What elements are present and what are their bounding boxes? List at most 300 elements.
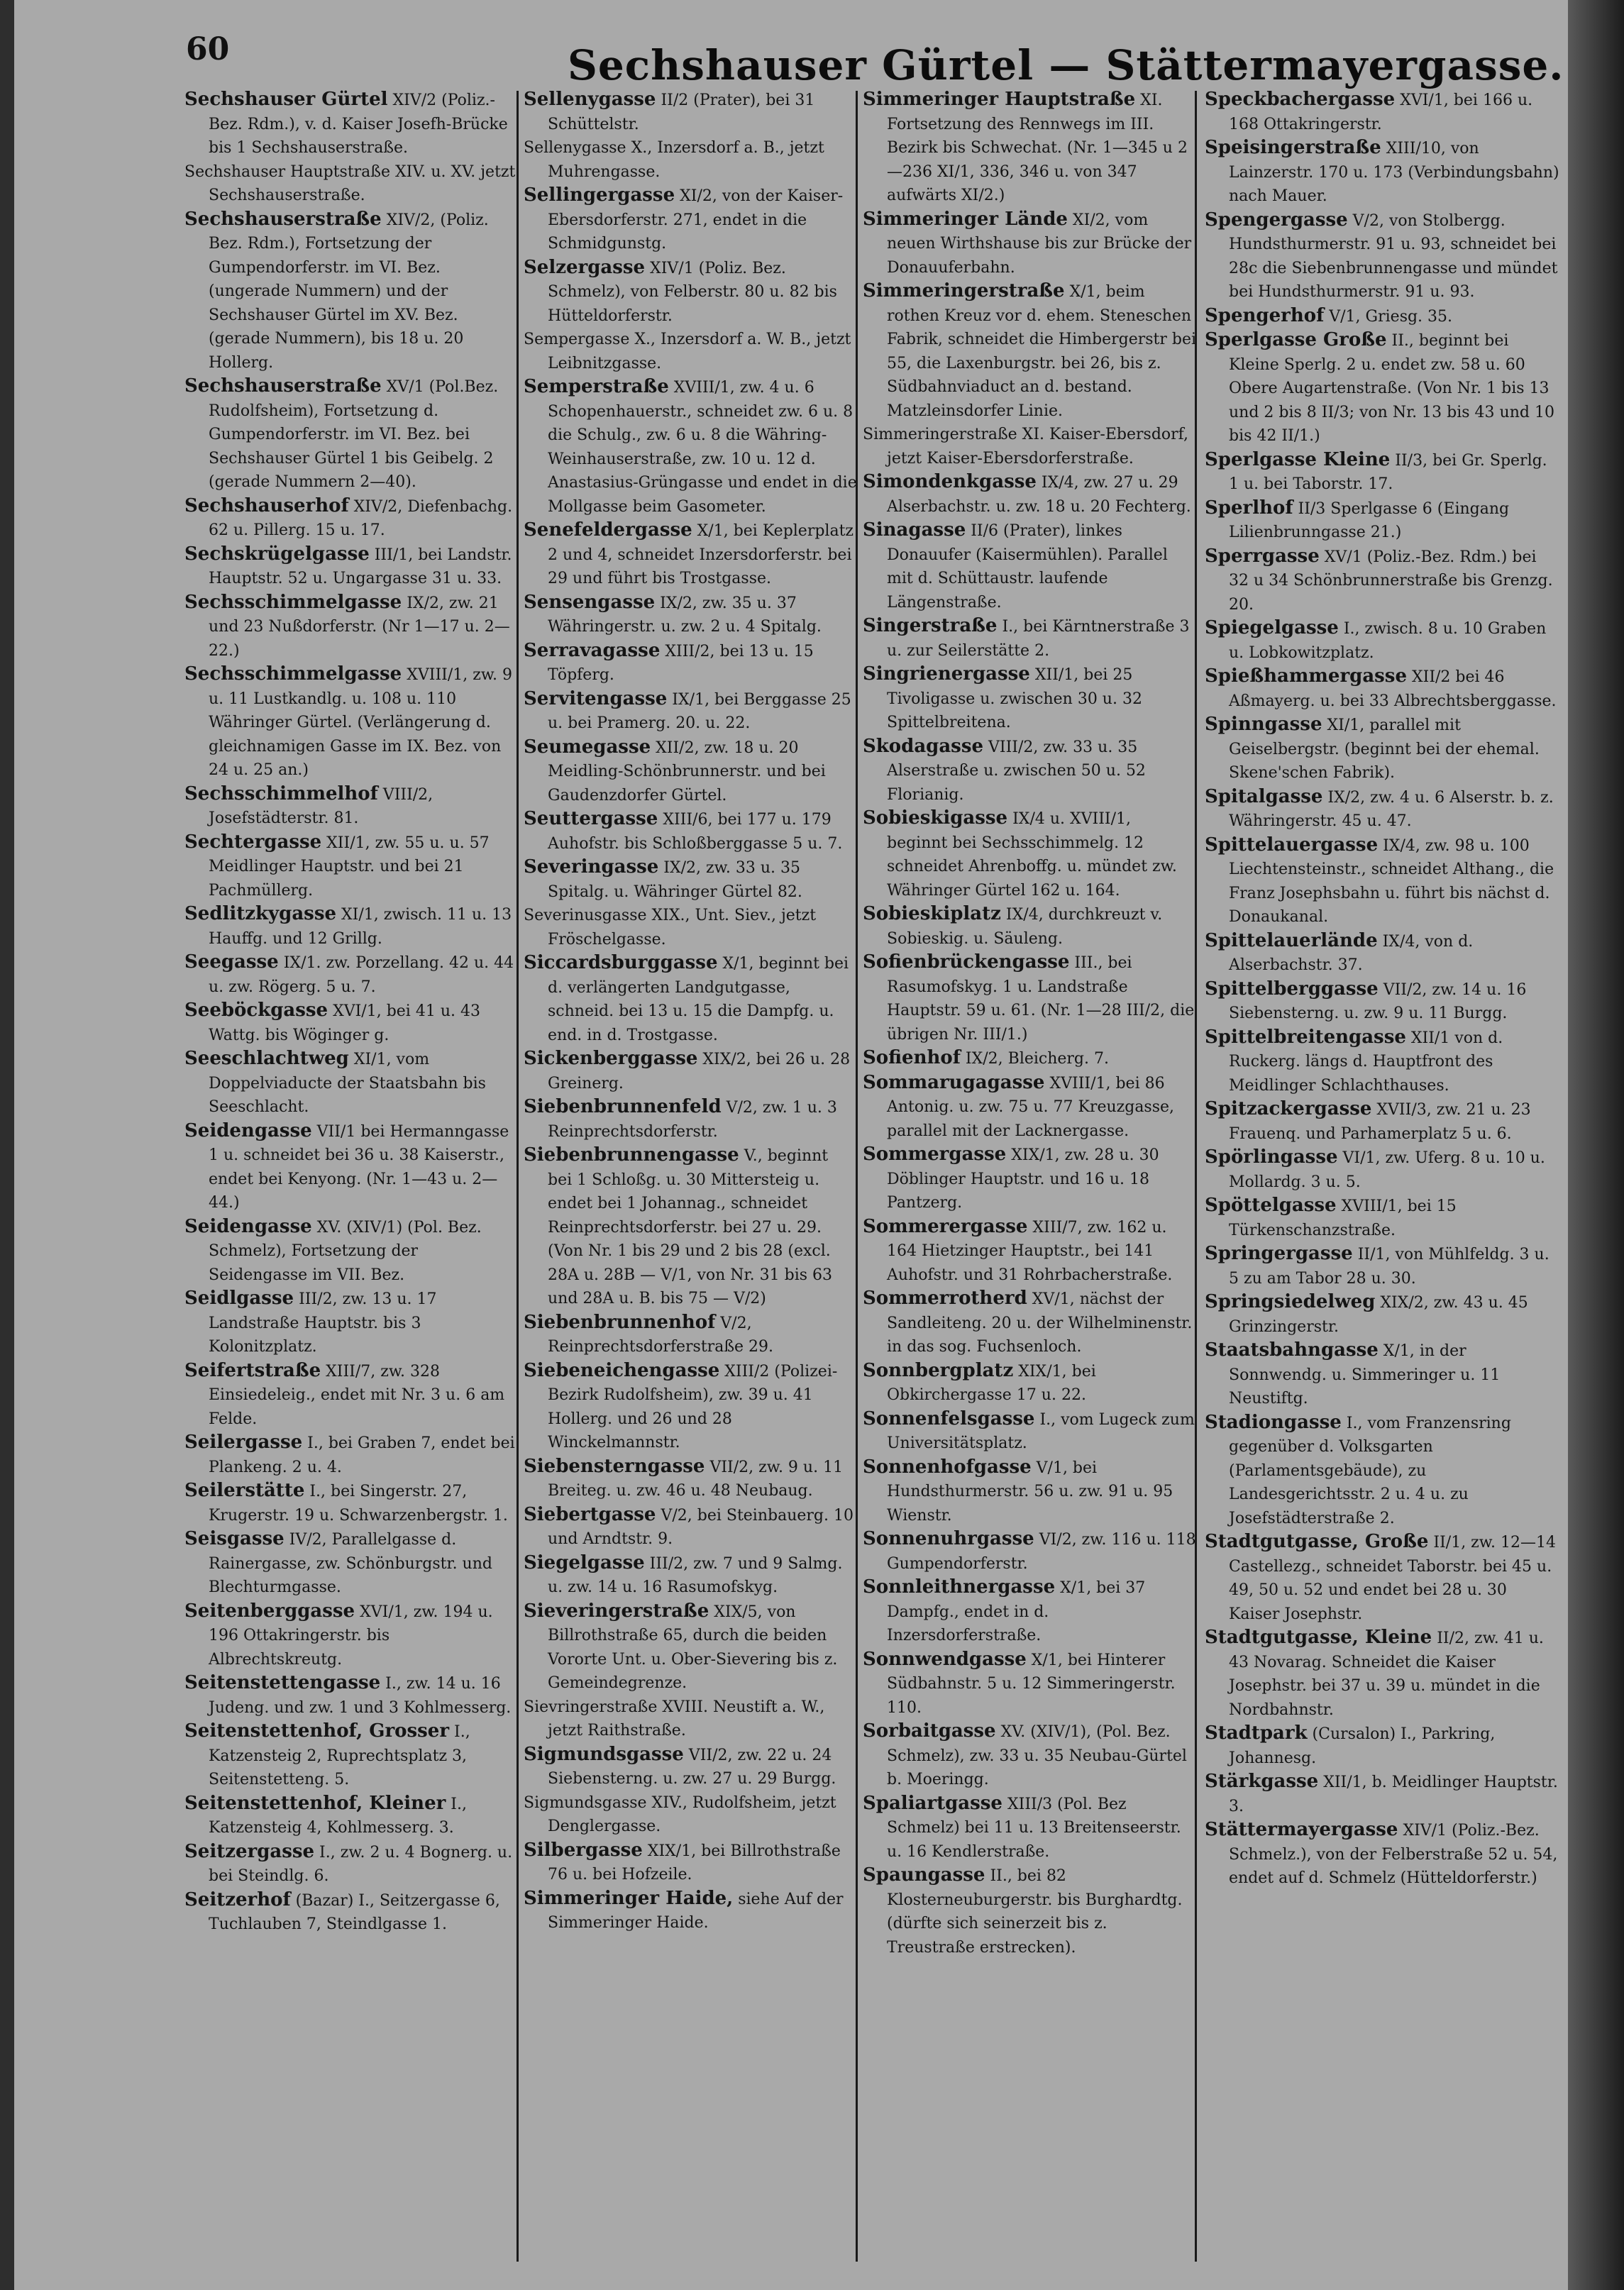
street-description: II/1, zw. 12—14 Castellezg., schneidet Taborstr. bei 45 u. 49, 50 u. 52 und endet bei 28 u. 30 Kaiser Josephstr.: [1229, 1534, 1556, 1623]
street-entry: [1205, 1097, 1559, 1146]
street-name: Sensengasse: [524, 591, 656, 613]
street-name: Seeböckgasse: [184, 1000, 328, 1021]
street-name: Serravagasse: [524, 639, 661, 661]
street-name: Sieveringerstraße: [524, 1600, 709, 1622]
street-description: XIX/2, bei 26 u. 28 Greinerg.: [548, 1051, 851, 1093]
street-name: Seilergasse: [184, 1432, 303, 1453]
street-entry: [184, 663, 518, 782]
street-description: II., beginnt bei Kleine Sperlg. 2 u. endet zw. 58 u. 60 Obere Augartenstraße. (Von Nr. 1 bis 13 und 2 bis 8 II/3; von Nr. 13 bis 43 und 10 bis 42 II/1.): [1229, 332, 1554, 445]
street-entry: [1205, 665, 1559, 713]
street-entry: [1205, 448, 1559, 497]
street-name: Sickenberggasse: [524, 1048, 698, 1069]
street-description: IX/4, zw. 98 u. 100 Liechtensteinstr., schneidet Althang., die Franz Josephsbahn u. führt bis nächst d. Donaukanal.: [1229, 836, 1554, 926]
street-entry: [524, 375, 857, 519]
street-description: XIV/2, Diefenbachg. 62 u. Pillerg. 15 u. 17.: [209, 497, 513, 539]
street-description: XVIII/1, bei 15 Türkenschanzstraße.: [1229, 1197, 1457, 1239]
street-description: IX/1, bei Berggasse 25 u. bei Pramerg. 20. u. 22.: [548, 690, 851, 732]
street-entry: [184, 951, 518, 999]
street-entry: [524, 1455, 857, 1503]
street-name: Siebenbrunnengasse: [524, 1144, 739, 1166]
street-name: Spengerhof: [1205, 304, 1325, 326]
street-description: IV/2, Parallelgasse d. Rainergasse, zw. Schönburgstr. und Blechturmgasse.: [209, 1531, 492, 1596]
street-name: Seeschlachtweg: [184, 1048, 349, 1069]
street-description: XI. Fortsetzung des Rennwegs im III. Bezirk bis Schwechat. (Nr. 1—345 u 2—236 XI/1, 336, 346 u. von 347 aufwärts XI/2.): [887, 92, 1188, 204]
street-entry: [863, 1864, 1196, 1959]
street-name: Sechtergasse: [184, 831, 322, 853]
street-name: Spießhammergasse: [1205, 665, 1407, 687]
street-entry: [184, 494, 518, 543]
street-description: II/3, bei Gr. Sperlg. 1 u. bei Taborstr. 17.: [1229, 451, 1547, 493]
street-entry: [524, 328, 857, 375]
street-entry: [1205, 1626, 1559, 1722]
street-entry: [524, 1887, 857, 1935]
street-entry: [524, 1551, 857, 1600]
street-description: XI/2, vom neuen Wirthshause bis zur Brücke der Donauuferbahn.: [887, 211, 1192, 277]
street-description: XVI/1, zw. 194 u. 196 Ottakringerstr. bis Albrechtskreutg.: [209, 1603, 493, 1669]
street-description: X/1, in der Sonnwendg. u. Simmeringer u. 11 Neustiftg.: [1229, 1342, 1501, 1407]
street-entry: [1205, 1290, 1559, 1339]
street-description: X/1, bei Keplerplatz 2 und 4, schneidet Inzersdorferstr. bei 29 und führt bis Trostgasse.: [548, 522, 854, 587]
street-description: XVIII/1, zw. 9 u. 11 Lustkandlg. u. 108 u. 110 Währinger Gürtel. (Verlängerung d. gleichnamigen Gasse im IX. Bez. von 24 u. 25 an.): [209, 666, 513, 779]
street-entry: [184, 160, 518, 208]
street-description: IX/4, zw. 27 u. 29 Alserbachstr. u. zw. 18 u. 20 Fechterg.: [887, 474, 1191, 516]
column-2: [524, 88, 857, 2266]
street-description: VII/1 bei Hermanngasse 1 u. schneidet bei 36 u. 38 Kaiserstr., endet bei Kenyong. (Nr. 1—43 u. 2—44.): [209, 1122, 509, 1212]
street-entry: [524, 904, 857, 951]
street-name: Sommerrotherd: [863, 1288, 1027, 1309]
street-description: VII/2, zw. 14 u. 16 Siebensterng. u. zw. 9 u. 11 Burgg.: [1229, 980, 1527, 1022]
street-description: XVII/3, zw. 21 u. 23 Frauenq. und Parhamerplatz 5 u. 6.: [1229, 1101, 1531, 1143]
street-entry: [184, 1527, 518, 1600]
page-title: Sechshauser Gürtel — Stättermayergasse.: [568, 41, 1564, 89]
street-entry: [863, 1143, 1196, 1215]
street-entry: [1205, 616, 1559, 665]
street-description: I., vom Lugeck zum Universitätsplatz.: [887, 1410, 1195, 1452]
street-entry: [184, 1888, 518, 1937]
street-name: Springergasse: [1205, 1243, 1353, 1264]
street-description: IX/2, zw. 35 u. 37 Währingerstr. u. zw. 2 u. 4 Spitalg.: [548, 594, 822, 636]
street-name: Sechsschimmelhof: [184, 782, 378, 804]
street-entry: [184, 1671, 518, 1720]
street-entry: [524, 1311, 857, 1359]
street-name: Stadtgutgasse, Große: [1205, 1531, 1429, 1552]
street-description: (Cursalon) I., Parkring, Johannesg.: [1229, 1725, 1496, 1767]
street-entry: [184, 1600, 518, 1672]
street-description: II/2 (Prater), bei 31 Schüttelstr.: [548, 92, 815, 133]
street-entry: [1205, 1722, 1559, 1770]
street-entry: [184, 1479, 518, 1527]
street-entry: [1205, 1411, 1559, 1531]
street-name: Sonnenhofgasse: [863, 1456, 1032, 1478]
street-name: Singerstraße: [863, 615, 998, 636]
street-entry: [184, 831, 518, 903]
street-description: XVIII/1, zw. 4 u. 6 Schopenhauerstr., schneidet zw. 6 u. 8 die Schulg., zw. 6 u. 8 die Währing-Weinhauserstraße, zw. 10 u. 12 d. Anastasius-Grüngasse und endet in die Mollgasse beim Gasometer.: [548, 379, 857, 516]
street-description: XVIII/1, bei 86 Antonig. u. zw. 75 u. 77 Kreuzgasse, parallel mit der Lacknergasse.: [887, 1074, 1175, 1140]
street-name: Seitenstettenhof, Grosser: [184, 1720, 450, 1742]
street-description: IX/2, zw. 4 u. 6 Alserstr. b. z. Währingerstr. 45 u. 47.: [1229, 788, 1554, 830]
street-description: XVI/1, bei 166 u. 168 Ottakringerstr.: [1229, 92, 1533, 133]
street-entry: [1205, 785, 1559, 834]
street-description: III/1, bei Landstr. Hauptstr. 52 u. Ungargasse 31 u. 33.: [209, 546, 512, 587]
street-name: Seisgasse: [184, 1528, 285, 1549]
street-name: Siccardsburggasse: [524, 952, 718, 973]
street-entry: [184, 1287, 518, 1359]
street-name: Sommarugagasse: [863, 1071, 1045, 1093]
street-entry: [524, 1791, 857, 1839]
street-description: Severinusgasse XIX., Unt. Siev., jetzt Fröschelgasse.: [524, 907, 817, 948]
street-name: Stärkgasse: [1205, 1771, 1319, 1792]
street-entry: [524, 1359, 857, 1455]
street-entry: [863, 1359, 1196, 1407]
street-name: Sinagasse: [863, 519, 966, 541]
street-entry: [1205, 1026, 1559, 1098]
street-entry: [863, 614, 1196, 663]
street-entry: [524, 807, 857, 856]
street-description: XII/1, zw. 55 u. u. 57 Meidlinger Hauptstr. und bei 21 Pachmüllerg.: [209, 834, 490, 900]
street-name: Spengergasse: [1205, 209, 1348, 231]
street-entry: [863, 470, 1196, 519]
street-name: Singrienergasse: [863, 663, 1030, 685]
street-description: X/1, beginnt bei d. verlängerten Landgutgasse, schneid. bei 13 u. 15 die Dampfg. u. end. in d. Trostgasse.: [548, 955, 849, 1044]
street-name: Sedlitzkygasse: [184, 903, 336, 924]
street-name: Spöttelgasse: [1205, 1195, 1337, 1216]
street-description: VI/2, zw. 116 u. 118 Gumpendorferstr.: [887, 1531, 1196, 1573]
column-4: [1205, 88, 1559, 2266]
street-entry: [863, 1576, 1196, 1648]
street-description: XV. (XIV/1) (Pol. Bez. Schmelz), Fortsetzung der Seidengasse im VII. Bez.: [209, 1218, 482, 1284]
street-description: IX/2, Bleicherg. 7.: [960, 1050, 1109, 1068]
street-name: Sofienbrückengasse: [863, 951, 1070, 973]
street-description: XIX/1, bei Billrothstraße 76 u. bei Hofzeile.: [548, 1842, 841, 1884]
street-entry: [863, 735, 1196, 807]
street-name: Sorbaitgasse: [863, 1720, 996, 1742]
street-name: Sellingergasse: [524, 184, 675, 206]
street-name: Seidengasse: [184, 1119, 312, 1141]
street-name: Springsiedelweg: [1205, 1291, 1376, 1312]
street-entry: [524, 639, 857, 687]
page-header: [14, 13, 1568, 91]
street-name: Simondenkgasse: [863, 471, 1037, 492]
street-name: Spittelauerlände: [1205, 929, 1378, 951]
street-name: Sobieskigasse: [863, 807, 1008, 829]
street-entry: [863, 1648, 1196, 1720]
street-entry: [863, 663, 1196, 735]
street-entry: [863, 1046, 1196, 1071]
street-name: Sonnleithnergasse: [863, 1576, 1056, 1598]
street-description: XV/1, nächst der Sandleiteng. 20 u. der Wilhelminenstr. in das sog. Fuchsenloch.: [887, 1290, 1193, 1356]
street-name: Sellenygasse: [524, 89, 656, 110]
street-description: XII/1, bei 25 Tivoligasse u. zwischen 30 u. 32 Spittelbreitena.: [887, 666, 1142, 731]
street-name: Sechshauserstraße: [184, 208, 382, 230]
street-name: Seitzerhof: [184, 1888, 291, 1910]
street-description: XIX/1, bei Obkirchergasse 17 u. 22.: [887, 1362, 1096, 1404]
street-description: XIV/2 (Poliz.-Bez. Rdm.), v. d. Kaiser Josefh-Brücke bis 1 Sechshauserstraße.: [209, 92, 508, 157]
street-entry: [1205, 545, 1559, 617]
street-entry: [1205, 304, 1559, 329]
street-entry: [184, 208, 518, 375]
street-entry: [863, 88, 1196, 208]
street-name: Spittelbreitengasse: [1205, 1026, 1406, 1048]
street-name: Speisingerstraße: [1205, 137, 1381, 158]
street-description: II/3 Sperlgasse 6 (Eingang Lilienbrunngasse 21.): [1229, 499, 1510, 541]
street-name: Seidlgasse: [184, 1288, 294, 1309]
street-entry: [863, 902, 1196, 951]
street-description: V/1, Griesg. 35.: [1324, 307, 1453, 326]
street-description: IX/1. zw. Porzellang. 42 u. 44 u. zw. Rögerg. 5 u. 7.: [209, 954, 514, 996]
street-description: (Bazar) I., Seitzergasse 6, Tuchlauben 7, Steindlgasse 1.: [209, 1891, 500, 1933]
street-entry: [524, 1144, 857, 1311]
street-description: XIX/1, zw. 28 u. 30 Döblinger Hauptstr. und 16 u. 18 Pantzerg.: [887, 1146, 1159, 1212]
street-name: Spinngasse: [1205, 714, 1322, 735]
street-entry: [184, 999, 518, 1047]
street-entry: [1205, 929, 1559, 978]
street-name: Sechshauser Gürtel: [184, 89, 388, 110]
street-description: I., zw. 14 u. 16 Judeng. und zw. 1 und 3 Kohlmesserg.: [209, 1675, 512, 1717]
street-name: Sperlgasse Kleine: [1205, 448, 1391, 470]
street-entry: [863, 1407, 1196, 1456]
street-entry: [524, 519, 857, 591]
street-description: I., zw. 2 u. 4 Bognerg. u. bei Steindlg. 6.: [209, 1843, 513, 1885]
street-name: Simmeringerstraße: [863, 280, 1065, 302]
street-name: Spaungasse: [863, 1864, 985, 1886]
street-entry: [1205, 978, 1559, 1026]
street-name: Siebensterngasse: [524, 1455, 705, 1477]
street-entry: [1205, 1339, 1559, 1411]
street-description: V/2, Reinprechtsdorferstraße 29.: [548, 1314, 774, 1356]
street-name: Speckbachergasse: [1205, 89, 1396, 110]
street-description: XVI/1, bei 41 u. 43 Wattg. bis Wöginger g.: [209, 1002, 480, 1044]
street-description: VII/2, zw. 9 u. 11 Breiteg. u. zw. 46 u. 48 Neubaug.: [548, 1458, 844, 1500]
street-description: XIII/7, zw. 162 u. 164 Hietzinger Hauptstr., bei 141 Auhofstr. und 31 Rohrbacherstraße.: [887, 1218, 1173, 1284]
street-description: V/1, bei Hundsthurmerstr. 56 u. zw. 91 u. 95 Wienstr.: [887, 1459, 1173, 1525]
street-description: I., vom Franzensring gegenüber d. Volksgarten (Parlamentsgebäude), zu Landesgerichtsstr. 2 u. 4 u. zu Josefstädterstraße 2.: [1229, 1414, 1511, 1527]
directory-page: [14, 0, 1568, 2290]
street-name: Sommergasse: [863, 1144, 1007, 1165]
street-description: III/2, zw. 7 und 9 Salmg. u. zw. 14 u. 16 Rasumofskyg.: [548, 1554, 843, 1596]
street-name: Siebenbrunnenfeld: [524, 1096, 722, 1117]
street-description: XII/1, b. Meidlinger Hauptstr. 3.: [1229, 1774, 1558, 1815]
street-name: Spitzackergasse: [1205, 1098, 1372, 1119]
street-entry: [184, 375, 518, 494]
street-name: Seuttergasse: [524, 808, 658, 829]
street-name: Sigmundsgasse: [524, 1743, 684, 1765]
street-description: Sechshauser Hauptstraße XIV. u. XV. jetzt Sechshauserstraße.: [184, 162, 516, 204]
street-name: Sperrgasse: [1205, 545, 1320, 567]
street-entry: [863, 208, 1196, 280]
street-description: X/1, bei 37 Dampfg., endet in d. Inzersdorferstraße.: [887, 1579, 1146, 1644]
street-entry: [184, 1792, 518, 1840]
street-description: I., Katzensteig 4, Kohlmesserg. 3.: [209, 1795, 467, 1837]
street-entry: [1205, 1146, 1559, 1194]
street-description: II/1, von Mühlfeldg. 3 u. 5 zu am Tabor 28 u. 30.: [1229, 1246, 1550, 1288]
street-name: Simmeringer Hauptstraße: [863, 89, 1136, 110]
street-entry: [524, 1047, 857, 1095]
street-name: Stadtgutgasse, Kleine: [1205, 1627, 1432, 1648]
street-name: Siebeneichengasse: [524, 1359, 720, 1381]
street-name: Sommerergasse: [863, 1215, 1028, 1237]
street-entry: [1205, 1818, 1559, 1891]
street-entry: [184, 1119, 518, 1215]
street-name: Sonnenuhrgasse: [863, 1528, 1034, 1549]
street-name: Sechskrügelgasse: [184, 543, 370, 565]
street-name: Simmeringer Haide,: [524, 1887, 734, 1909]
street-name: Sonnwendgasse: [863, 1648, 1027, 1670]
street-entry: [524, 1743, 857, 1791]
street-entry: [863, 1792, 1196, 1864]
street-entry: [524, 184, 857, 256]
street-entry: [184, 1047, 518, 1119]
street-description: II., bei 82 Klosterneuburgerstr. bis Burghardtg. (dürfte sich seinerzeit bis z. Treustraße erstrecken).: [887, 1867, 1183, 1957]
street-name: Sechsschimmelgasse: [184, 591, 402, 613]
street-description: XI/1, vom Doppelviaducte der Staatsbahn bis Seeschlacht.: [209, 1051, 486, 1116]
street-entry: [863, 519, 1196, 614]
street-description: XIX/5, von Billrothstraße 65, durch die beiden Vororte Unt. u. Ober-Sievering bis z. Gemeindegrenze.: [548, 1603, 838, 1692]
street-description: Sempergasse X., Inzersdorf a. W. B., jetzt Leibnitzgasse.: [524, 331, 851, 372]
street-entry: [863, 807, 1196, 902]
street-entry: [1205, 1194, 1559, 1242]
column-1: [184, 88, 518, 2266]
street-entry: [184, 902, 518, 951]
street-entry: [184, 1840, 518, 1888]
street-name: Servitengasse: [524, 687, 668, 709]
street-name: Seitenberggasse: [184, 1600, 355, 1622]
street-entry: [863, 1071, 1196, 1144]
street-name: Spitalgasse: [1205, 785, 1323, 807]
street-description: XIII/2, bei 13 u. 15 Töpferg.: [548, 642, 814, 684]
street-name: Spörlingasse: [1205, 1146, 1338, 1168]
street-entry: [863, 1527, 1196, 1576]
street-description: I., bei Graben 7, endet bei Plankeng. 2 u. 4.: [209, 1434, 515, 1476]
street-description: Sellenygasse X., Inzersdorf a. B., jetzt Muhrengasse.: [524, 139, 824, 181]
street-name: Seidengasse: [184, 1215, 312, 1237]
street-entry: [524, 951, 857, 1047]
street-entry: [184, 1215, 518, 1288]
street-name: Sperlgasse Große: [1205, 329, 1387, 350]
street-entry: [184, 1359, 518, 1432]
street-name: Semperstraße: [524, 376, 669, 397]
street-entry: [863, 1215, 1196, 1288]
street-entry: [1205, 1242, 1559, 1290]
street-entry: [184, 591, 518, 663]
street-name: Senefeldergasse: [524, 519, 692, 541]
street-description: VIII/2, zw. 33 u. 35 Alserstraße u. zwischen 50 u. 52 Florianig.: [887, 738, 1146, 804]
street-description: XIII/7, zw. 328 Einsiedeleig., endet mit Nr. 3 u. 6 am Felde.: [209, 1362, 505, 1428]
street-entry: [524, 687, 857, 736]
street-description: IX/4, durchkreuzt v. Sobieskig. u. Säuleng.: [887, 906, 1163, 948]
street-description: V/2, zw. 1 u. 3 Reinprechtsdorferstr.: [548, 1099, 837, 1141]
street-name: Siegelgasse: [524, 1551, 645, 1573]
street-name: Severingasse: [524, 856, 659, 878]
street-description: siehe Auf der Simmeringer Haide.: [548, 1890, 844, 1932]
street-description: I., Katzensteig 2, Ruprechtsplatz 3, Seitenstetteng. 5.: [209, 1723, 470, 1788]
street-entry: [184, 543, 518, 591]
street-description: VI/1, zw. Uferg. 8 u. 10 u. Mollardg. 3 u. 5.: [1229, 1149, 1545, 1191]
street-description: VIII/2, Josefstädterstr. 81.: [209, 785, 433, 827]
book-binding-edge: [1568, 0, 1624, 2290]
street-entry: [524, 88, 857, 136]
street-entry: [1205, 713, 1559, 785]
street-entry: [1205, 328, 1559, 448]
street-description: XIV/2, (Poliz. Bez. Rdm.), Fortsetzung der Gumpendorferstr. im VI. Bez. (ungerade Nummern) und der Sechshauser Gürtel im XV. Bez. (gerade Nummern), bis 18 u. 20 Hollerg.: [209, 211, 489, 372]
street-entry: [863, 280, 1196, 423]
street-name: Stadtpark: [1205, 1722, 1308, 1744]
street-entry: [1205, 136, 1559, 209]
street-entry: [184, 88, 518, 160]
street-entry: [524, 136, 857, 184]
street-entry: [184, 1720, 518, 1792]
street-description: XI/1, zwisch. 11 u. 13 Hauffg. und 12 Grillg.: [209, 906, 512, 948]
street-entry: [863, 1456, 1196, 1528]
street-entry: [863, 951, 1196, 1046]
street-entry: [1205, 834, 1559, 929]
street-description: III., bei Rasumofskyg. 1 u. Landstraße Hauptstr. 59 u. 61. (Nr. 1—28 III/2, die übrigen Nr. III/1.): [887, 954, 1195, 1044]
street-entry: [524, 1696, 857, 1743]
street-description: XII/2 bei 46 Aßmayerg. u. bei 33 Albrechtsberggasse.: [1229, 668, 1557, 710]
street-description: I., bei Kärntnerstraße 3 u. zur Seilerstätte 2.: [887, 618, 1190, 660]
street-description: IX/2, zw. 21 und 23 Nußdorferstr. (Nr 1—17 u. 2—22.): [209, 594, 510, 660]
street-description: Sievringerstraße XVIII. Neustift a. W., jetzt Raithstraße.: [524, 1698, 825, 1739]
street-entry: [524, 591, 857, 639]
street-description: Simmeringerstraße XI. Kaiser-Ebersdorf, jetzt Kaiser-Ebersdorferstraße.: [863, 426, 1189, 468]
street-name: Seitenstettenhof, Kleiner: [184, 1792, 446, 1814]
street-name: Stättermayergasse: [1205, 1819, 1398, 1840]
street-description: Sigmundsgasse XIV., Rudolfsheim, jetzt Denglergasse.: [524, 1793, 836, 1835]
street-name: Siebenbrunnenhof: [524, 1311, 716, 1333]
street-description: XV. (XIV/1), (Pol. Bez. Schmelz), zw. 33 u. 35 Neubau-Gürtel b. Moeringg.: [887, 1723, 1187, 1788]
street-entry: [524, 256, 857, 328]
street-name: Seegasse: [184, 951, 279, 973]
street-name: Silbergasse: [524, 1839, 643, 1861]
street-description: X/1, bei Hinterer Südbahnstr. 5 u. 12 Simmeringerstr. 110.: [887, 1651, 1176, 1717]
street-entry: [524, 1600, 857, 1696]
street-description: IX/4, von d. Alserbachstr. 37.: [1229, 932, 1474, 974]
street-name: Simmeringer Lände: [863, 208, 1068, 230]
street-name: Sobieskiplatz: [863, 903, 1001, 924]
street-name: Sechshauserstraße: [184, 375, 382, 397]
street-entry: [1205, 497, 1559, 545]
street-description: III/2, zw. 13 u. 17 Landstraße Hauptstr. bis 3 Kolonitzplatz.: [209, 1290, 437, 1356]
street-description: XII/1 von d. Ruckerg. längs d. Hauptfront des Meidlinger Schlachthauses.: [1229, 1029, 1503, 1095]
street-description: I., bei Singerstr. 27, Krugerstr. 19 u. Schwarzenbergstr. 1.: [209, 1483, 508, 1525]
street-description: II/2, zw. 41 u. 43 Novarag. Schneidet die Kaiser Josephstr. bei 37 u. 39 u. mündet in die Nordbahnstr.: [1229, 1630, 1544, 1719]
street-name: Sperlhof: [1205, 497, 1293, 519]
column-3: [863, 88, 1196, 2266]
street-description: XI/2, von der Kaiser-Ebersdorferstr. 271, endet in die Schmidgunstg.: [548, 187, 844, 253]
street-description: V/2, bei Steinbauerg. 10 und Arndtstr. 9.: [548, 1506, 854, 1548]
street-name: Spittelauergasse: [1205, 834, 1379, 856]
street-name: Seitenstettengasse: [184, 1672, 381, 1693]
street-name: Stadiongasse: [1205, 1411, 1342, 1433]
street-entry: [524, 1095, 857, 1144]
street-name: Sofienhof: [863, 1047, 961, 1068]
street-entry: [184, 1431, 518, 1479]
street-name: Sonnbergplatz: [863, 1359, 1014, 1381]
street-name: Spittelberggasse: [1205, 978, 1379, 1000]
street-description: XIV/1 (Poliz.-Bez. Schmelz.), von der Felberstraße 52 u. 54, endet auf d. Schmelz (Hütteldorferstr.): [1229, 1822, 1558, 1887]
street-entry: [184, 782, 518, 831]
street-name: Seitzergasse: [184, 1840, 315, 1862]
street-name: Sechshauserhof: [184, 494, 349, 516]
street-name: Skodagasse: [863, 735, 984, 757]
street-name: Selzergasse: [524, 256, 646, 278]
street-entry: [863, 1720, 1196, 1792]
street-description: XI/1, parallel mit Geiselbergstr. (beginnt bei der ehemal. Skene'schen Fabrik).: [1229, 717, 1540, 782]
street-description: XV/1 (Poliz.-Bez. Rdm.) bei 32 u 34 Schönbrunnerstraße bis Grenzg. 20.: [1229, 548, 1553, 614]
street-name: Spiegelgasse: [1205, 617, 1339, 638]
street-description: XIII/2 (Polizei-Bezirk Rudolfsheim), zw. 39 u. 41 Hollerg. und 26 und 28 Winckelmannstr.: [548, 1362, 838, 1451]
street-description: XII/2, zw. 18 u. 20 Meidling-Schönbrunnerstr. und bei Gaudenzdorfer Gürtel.: [548, 739, 826, 804]
street-description: IX/4 u. XVIII/1, beginnt bei Sechsschimmelg. 12 schneidet Ahrenboffg. u. mündet zw. Währinger Gürtel 162 u. 164.: [887, 810, 1177, 900]
